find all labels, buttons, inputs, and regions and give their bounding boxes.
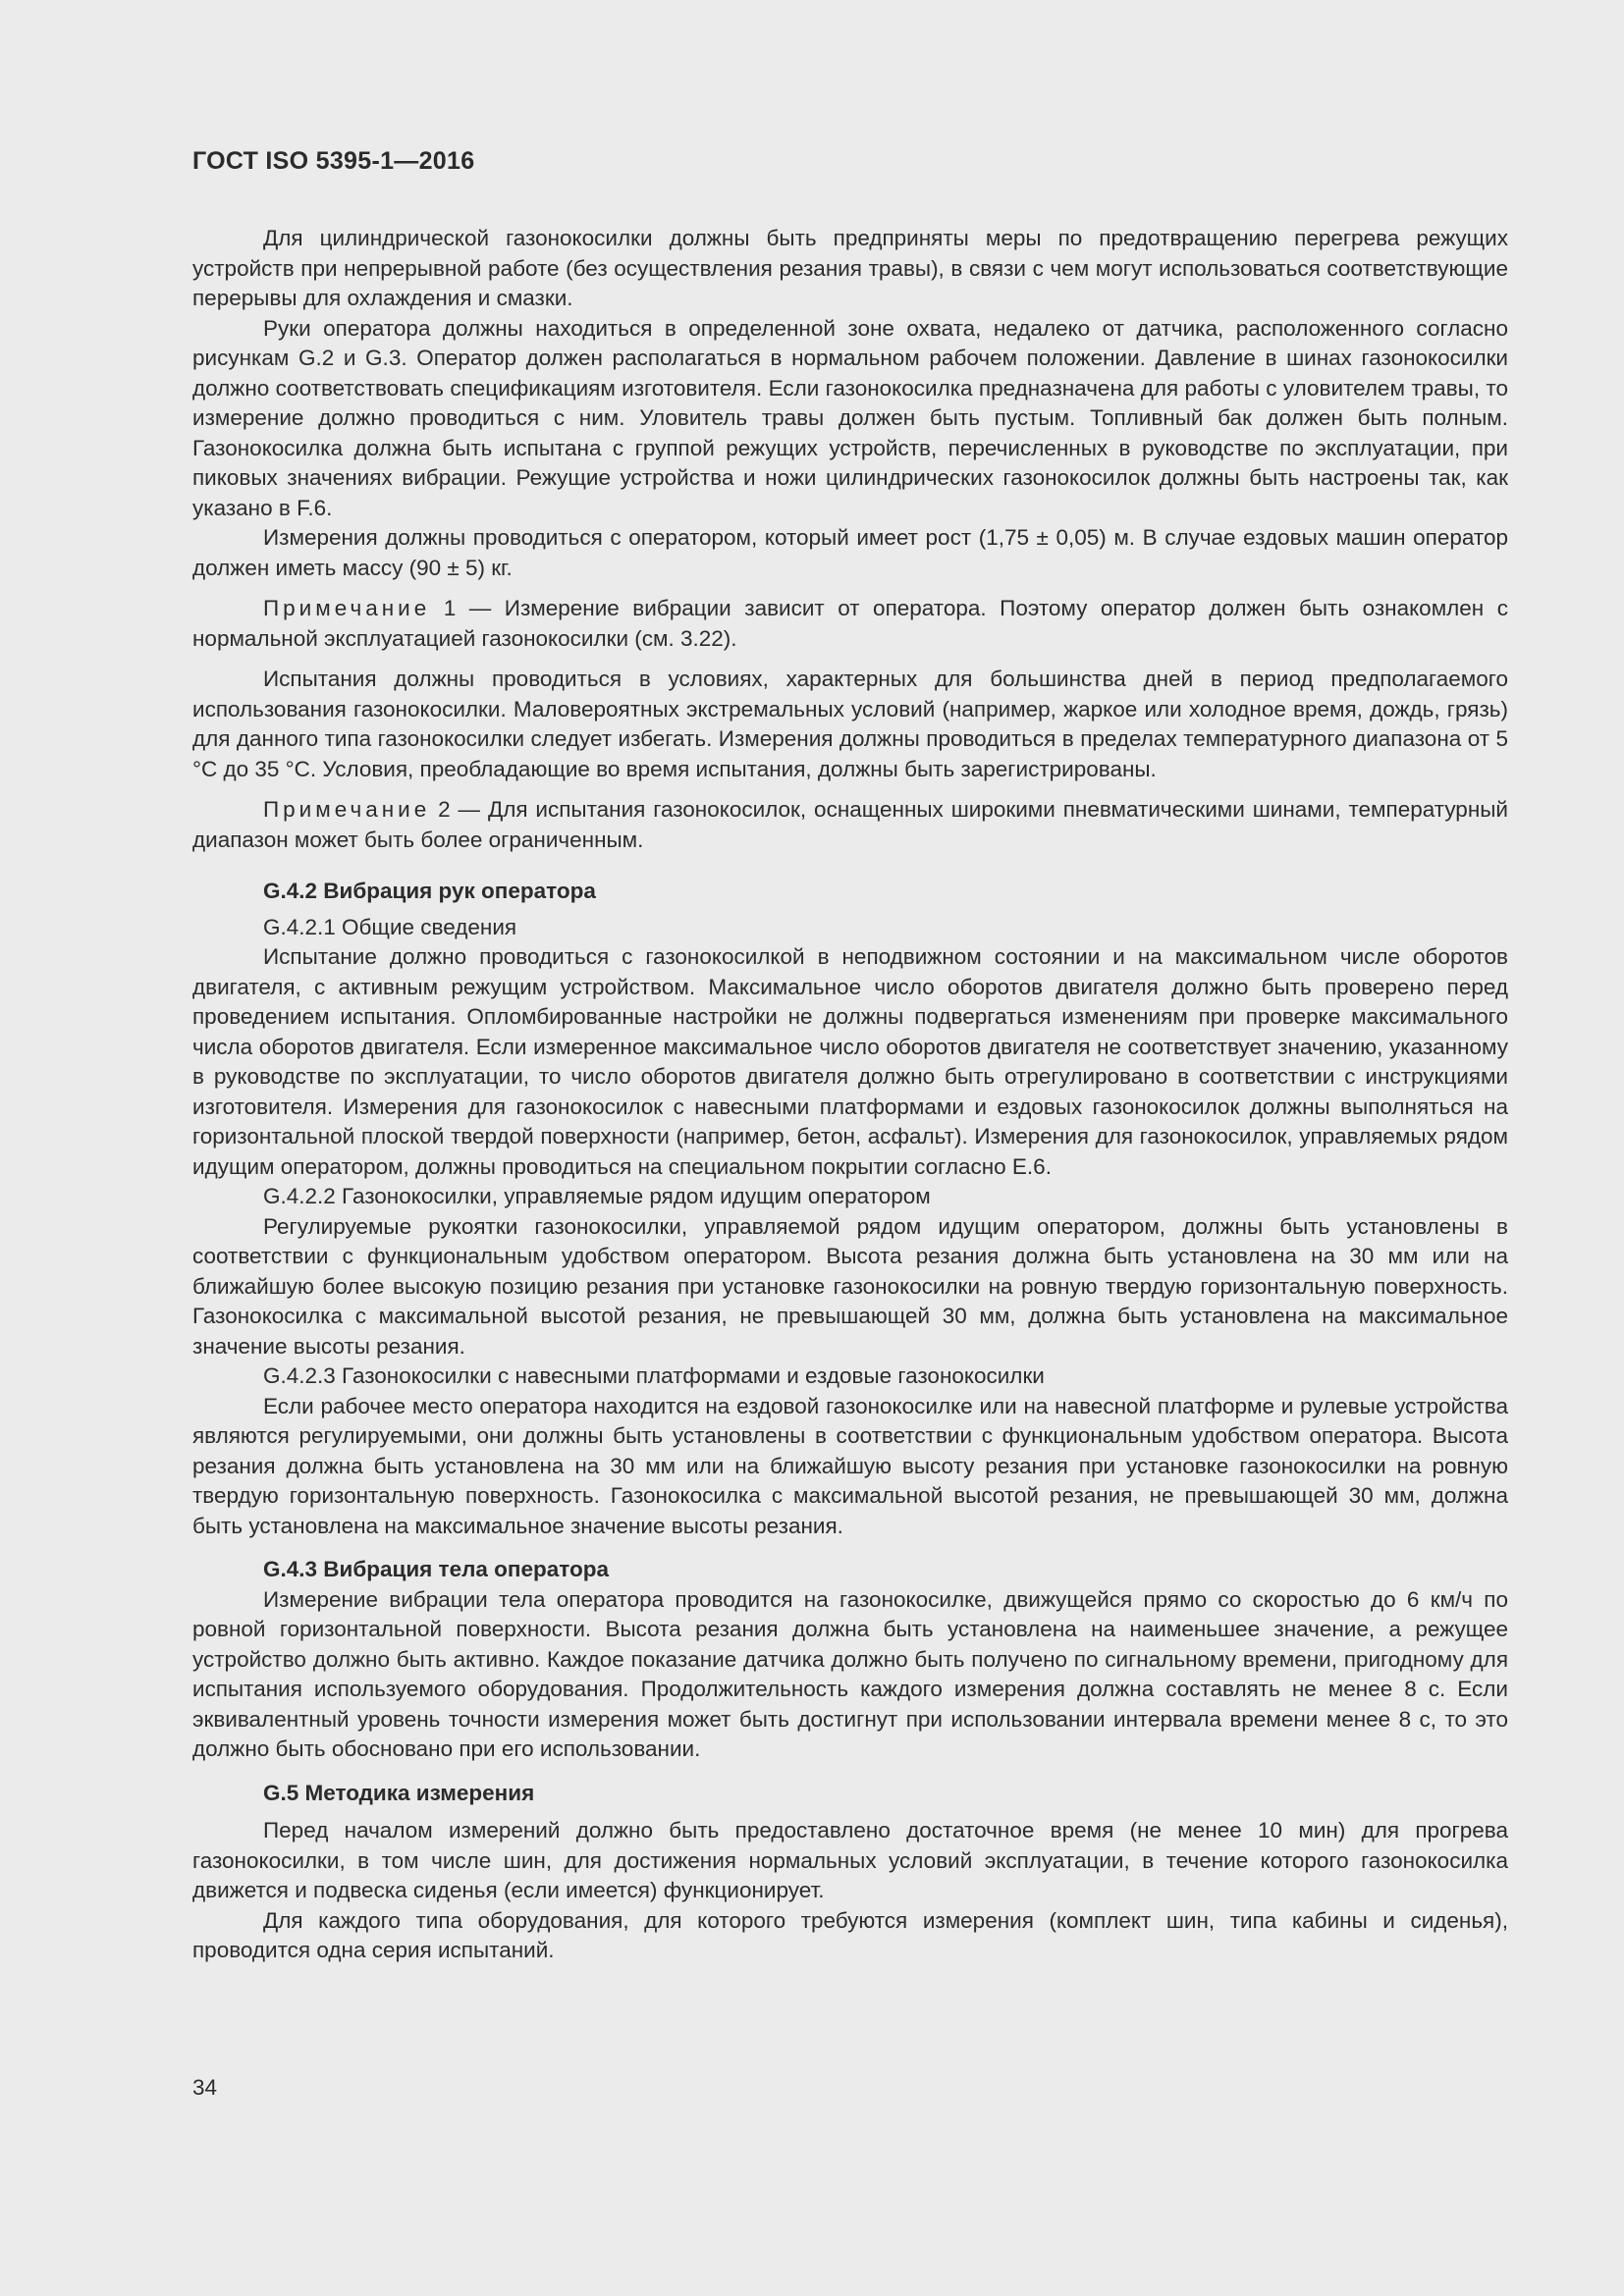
subsection-heading-g421: G.4.2.1 Общие сведения: [263, 914, 517, 939]
subsection-heading-g422: G.4.2.2 Газонокосилки, управляемые рядом идущим оператором: [263, 1184, 931, 1208]
document-header: ГОСТ ISO 5395-1—2016: [192, 147, 475, 175]
section-heading-g5: G.5 Методика измерения: [263, 1780, 535, 1805]
note-1: [192, 594, 1508, 654]
section-heading-g43: G.4.3 Вибрация тела оператора: [263, 1557, 609, 1581]
note-label: Примечание: [263, 596, 431, 620]
paragraph: Перед началом измерений должно быть предоставлено достаточное время (не менее 10 мин) для прогрева газонокосилки, в том числе шин, для достижения нормальных условий эксплуатации, в течение которого газонокосилка движется и подвеска сиденья (если имеется) функционирует.: [192, 1818, 1508, 1902]
note-text: 2 — Для испытания газонокосилок, оснащенных широкими пневматическими шинами, температурный диапазон может быть более ограниченным.: [192, 797, 1508, 852]
paragraph: Для цилиндрической газонокосилки должны быть предприняты меры по предотвращению перегрева режущих устройств при непрерывной работе (без осуществления резания травы), в связи с чем могут использоваться соответствующие перерывы для охлаждения и смазки.: [192, 226, 1508, 310]
paragraph: Если рабочее место оператора находится на ездовой газонокосилке или на навесной платформе и рулевые устройства являются регулируемыми, они должны быть установлены в соответствии с функциональным удобством оператора. Высота резания должна быть установлена на 30 мм или на ближайшую высоту резания при установке газонокосилки на ровную твердую горизонтальную поверхность. Газонокосилка с максимальной высотой резания, не превышающей 30 мм, должна быть установлена на максимальное значение высоты резания.: [192, 1393, 1508, 1538]
note-text: 1 — Измерение вибрации зависит от оператора. Поэтому оператор должен быть ознакомлен с нормальной эксплуатацией газонокосилки (см. 3.22).: [192, 596, 1508, 651]
paragraph: Регулируемые рукоятки газонокосилки, управляемой рядом идущим оператором, должны быть установлены в соответствии с функциональным удобством оператором. Высота резания должна быть установлена на 30 мм или на ближайшую более высокую позицию резания при установке газонокосилки на ровную твердую горизонтальную поверхность. Газонокосилка с максимальной высотой резания, не превышающей 30 мм, должна быть установлена на максимальное значение высоты резания.: [192, 1213, 1508, 1359]
paragraph: Испытание должно проводиться с газонокосилкой в неподвижном состоянии и на максимальном числе оборотов двигателя, с активным режущим устройством. Максимальное число оборотов двигателя должно быть проверено перед проведением испытания. Опломбированные настройки не должны подвергаться изменениям при проверке максимального числа оборотов двигателя. Если измеренное максимальное число оборотов двигателя не соответствует значению, указанному в руководстве по эксплуатации, то число оборотов двигателя должно быть отрегулировано в соответствии с инструкциями изготовителя. Измерения для газонокосилок с навесными платформами и ездовых газонокосилок должны выполняться на горизонтальной плоской твердой поверхности (например, бетон, асфальт). Измерения для газонокосилок, управляемых рядом идущим оператором, должны проводиться на специальном покрытии согласно E.6.: [192, 944, 1508, 1179]
document-body: [192, 224, 1508, 1966]
paragraph: Испытания должны проводиться в условиях, характерных для большинства дней в период предполагаемого использования газонокосилки. Маловероятных экстремальных условий (например, жаркое или холодное время, дождь, грязь) для данного типа газонокосилки следует избегать. Измерения должны проводиться в пределах температурного диапазона от 5 °C до 35 °C. Условия, преобладающие во время испытания, должны быть зарегистрированы.: [192, 667, 1508, 781]
paragraph: Измерение вибрации тела оператора проводится на газонокосилке, движущейся прямо со скоростью до 6 км/ч по ровной горизонтальной поверхности. Высота резания должна быть установлена на наименьшее значение, а режущее устройство должно быть активно. Каждое показание датчика должно быть получено по сигнальному времени, пригодному для испытания используемого оборудования. Продолжительность каждого измерения должна составлять не менее 8 с. Если эквивалентный уровень точности измерения может быть достигнут при использовании интервала времени менее 8 с, то это должно быть обосновано при его использовании.: [192, 1586, 1508, 1761]
note-label: Примечание: [263, 797, 431, 822]
page-number: 34: [192, 2075, 218, 2100]
paragraph: Руки оператора должны находиться в определенной зоне охвата, недалеко от датчика, расположенного согласно рисункам G.2 и G.3. Оператор должен располагаться в нормальном рабочем положении. Давление в шинах газонокосилки должно соответствовать спецификациям изготовителя. Если газонокосилка предназначена для работы с уловителем травы, то измерение должно проводиться с ним. Уловитель травы должен быть пустым. Топливный бак должен быть полным. Газонокосилка должна быть испытана с группой режущих устройств, перечисленных в руководстве по эксплуатации, при пиковых значениях вибрации. Режущие устройства и ножи цилиндрических газонокосилок должны быть настроены так, как указано в F.6.: [192, 315, 1508, 520]
paragraph: Измерения должны проводиться с оператором, который имеет рост (1,75 ± 0,05) м. В случае ездовых машин оператор должен иметь массу (90 ± 5) кг.: [192, 525, 1508, 580]
section-heading-g42: G.4.2 Вибрация рук оператора: [263, 879, 596, 903]
subsection-heading-g423: G.4.2.3 Газонокосилки с навесными платформами и ездовые газонокосилки: [263, 1363, 1045, 1388]
paragraph: Для каждого типа оборудования, для которого требуются измерения (комплект шин, типа кабины и сиденья), проводится одна серия испытаний.: [192, 1907, 1508, 1962]
note-2: [192, 795, 1508, 855]
